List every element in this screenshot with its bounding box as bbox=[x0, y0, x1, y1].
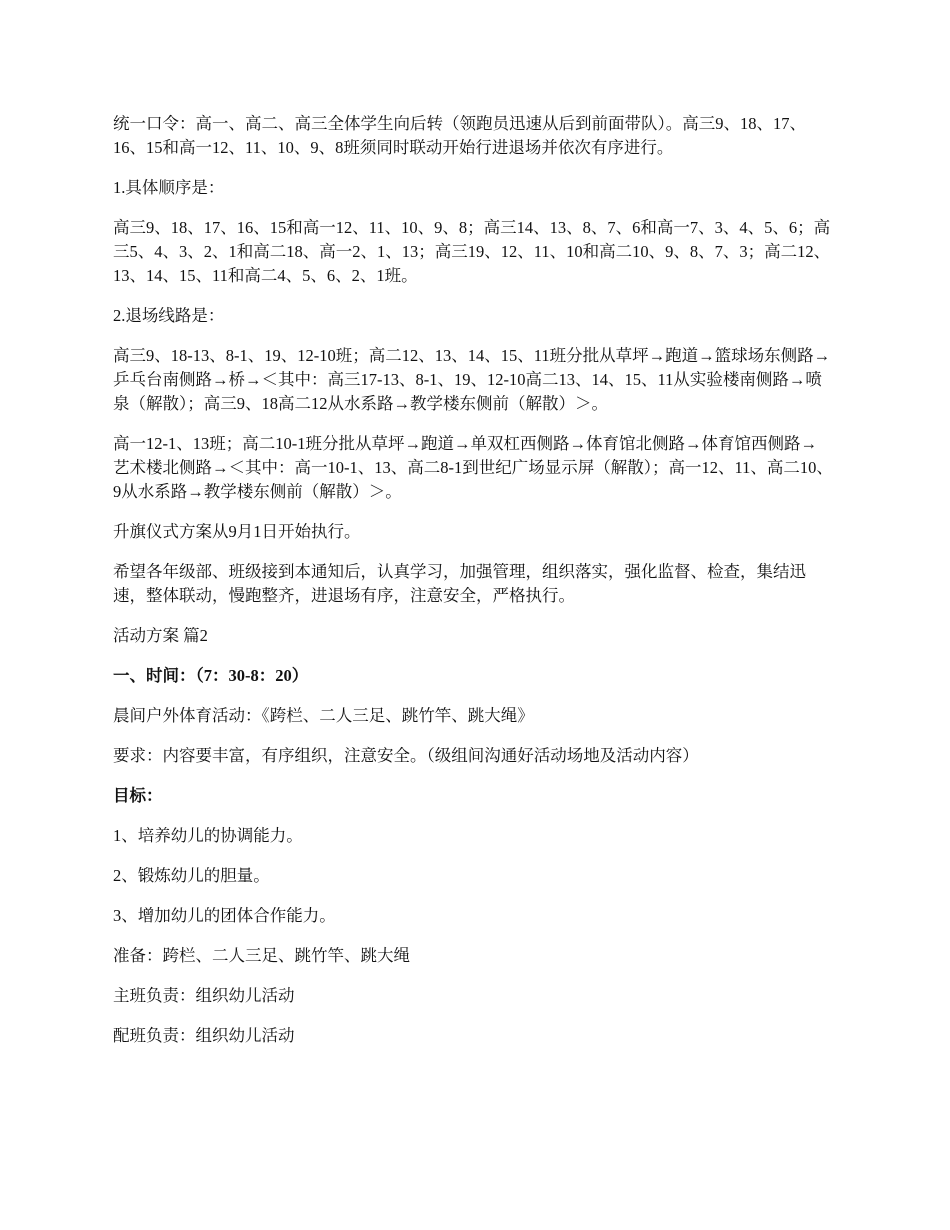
goal-item-1: 1、培养幼儿的协调能力。 bbox=[113, 826, 303, 845]
section-title-plan-2: 活动方案 篇2 bbox=[113, 626, 208, 645]
paragraph-activity: 晨间户外体育活动：《跨栏、二人三足、跳竹竿、跳大绳》 bbox=[113, 706, 534, 725]
paragraph-assistant-teacher: 配班负责：组织幼儿活动 bbox=[113, 1026, 295, 1045]
paragraph-requirements: 要求：内容要丰富，有序组织，注意安全。（级组间沟通好活动场地及活动内容） bbox=[113, 746, 699, 765]
paragraph-preparation: 准备：跨栏、二人三足、跳竹竿、跳大绳 bbox=[113, 946, 410, 965]
paragraph-order-heading: 1.具体顺序是： bbox=[113, 178, 225, 197]
heading-goals: 目标： bbox=[113, 786, 163, 805]
paragraph-route-senior1: 高一12-1、13班；高二10-1班分批从草坪→跑道→单双杠西侧路→体育馆北侧路→体育馆西侧路→艺术楼北侧路→＜其中：高一10-1、13、高二8-1到世纪广场显示屏（解散）；高一12、11、高二10、9从水系路→教学楼东侧前（解散）＞。 bbox=[113, 434, 833, 501]
heading-time: 一、时间：（7：30-8：20） bbox=[113, 666, 309, 685]
goal-item-2: 2、锻炼幼儿的胆量。 bbox=[113, 866, 270, 885]
paragraph-route-heading: 2.退场线路是： bbox=[113, 306, 225, 325]
document-body bbox=[113, 112, 833, 1064]
goal-item-3: 3、增加幼儿的团体合作能力。 bbox=[113, 906, 336, 925]
paragraph-main-teacher: 主班负责：组织幼儿活动 bbox=[113, 986, 295, 1005]
paragraph-route-senior3: 高三9、18-13、8-1、19、12-10班；高二12、13、14、15、11班分批从草坪→跑道→篮球场东侧路→乒乓台南侧路→桥→＜其中：高三17-13、8-1、19、12-10高二13、14、15、11从实验楼南侧路→喷泉（解散）；高三9、18高二12从水系路→教学楼东侧前（解散）＞。 bbox=[113, 346, 831, 413]
paragraph-order-detail: 高三9、18、17、16、15和高一12、11、10、9、8；高三14、13、8、7、6和高一7、3、4、5、6；高三5、4、3、2、1和高二18、高一2、1、13；高三19、12、11、10和高二10、9、8、7、3；高二12、13、14、15、11和高二4、5、6、2、1班。 bbox=[113, 218, 831, 285]
paragraph-unified-command: 统一口令：高一、高二、高三全体学生向后转（领跑员迅速从后到前面带队）。高三9、18、17、16、15和高一12、11、10、9、8班须同时联动开始行进退场并依次有序进行。 bbox=[113, 114, 806, 157]
paragraph-start-date: 升旗仪式方案从9月1日开始执行。 bbox=[113, 522, 361, 541]
paragraph-expectation: 希望各年级部、班级接到本通知后，认真学习，加强管理，组织落实，强化监督、检查，集结迅速，整体联动，慢跑整齐，进退场有序，注意安全，严格执行。 bbox=[113, 562, 806, 605]
